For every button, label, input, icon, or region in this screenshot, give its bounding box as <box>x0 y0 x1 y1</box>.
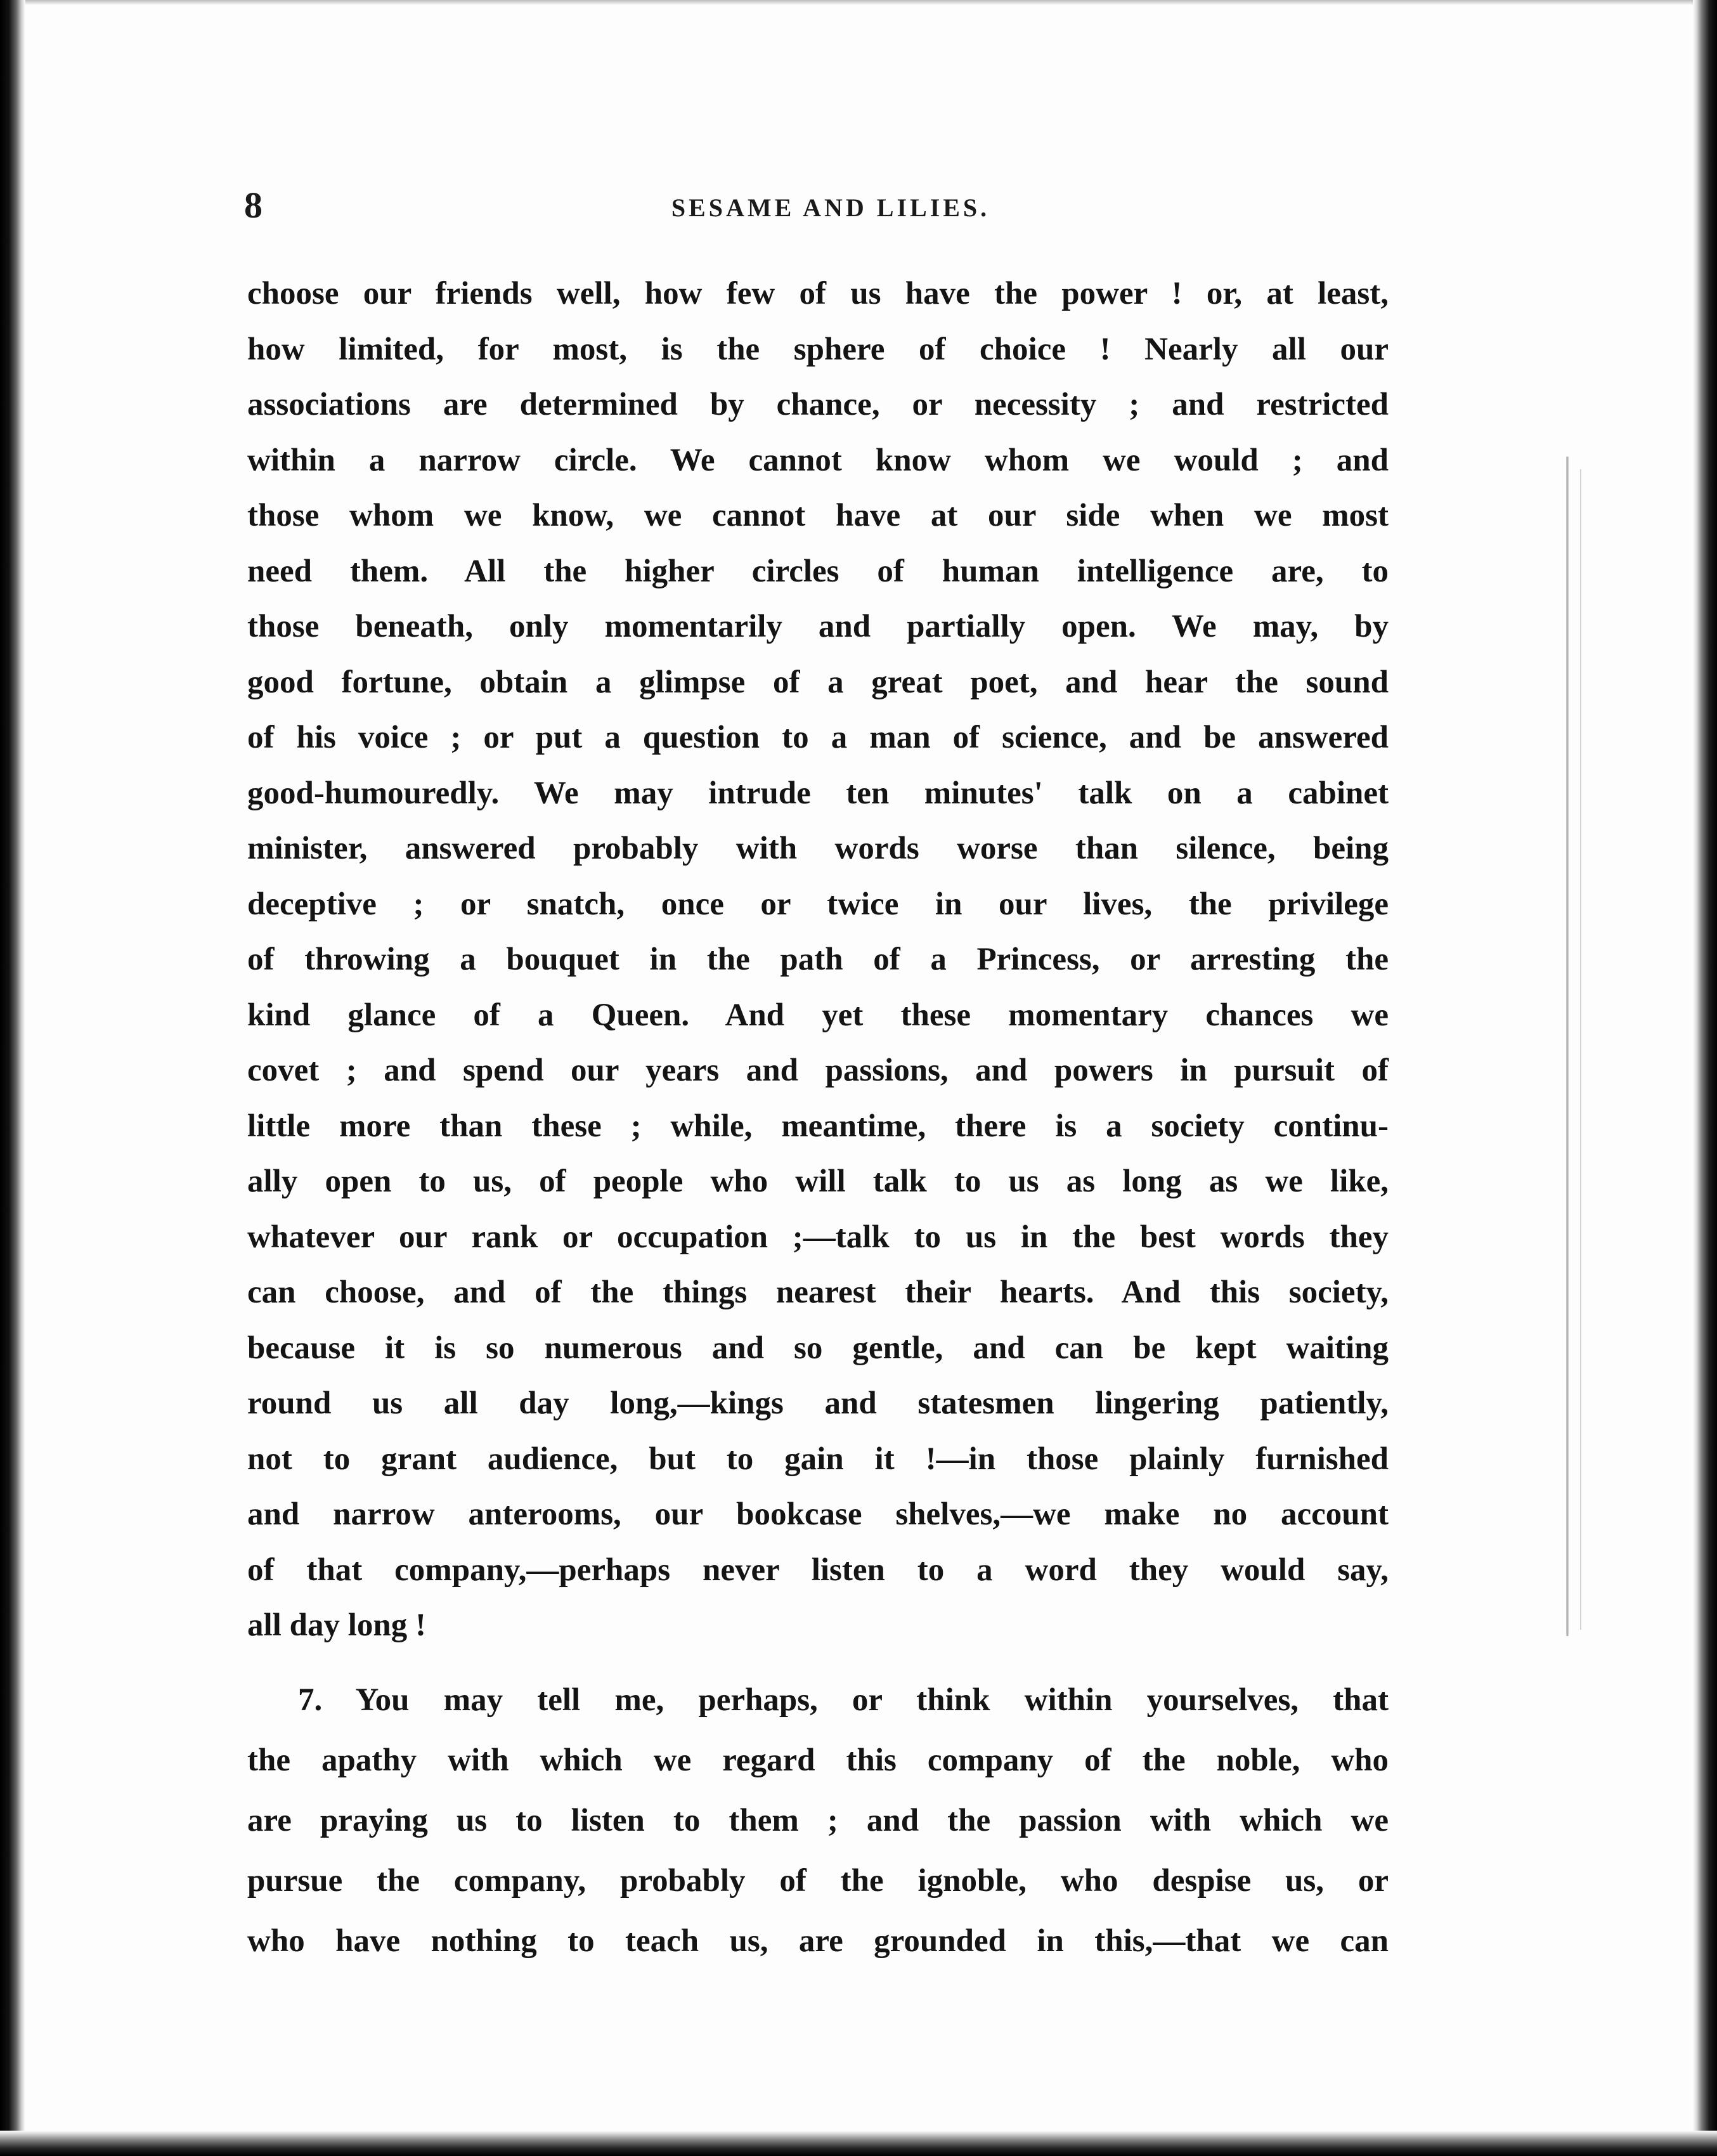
text-line: deceptive ; or snatch, once or twice in our lives, the privilege <box>247 886 1389 922</box>
text-line: of throwing a bouquet in the path of a Princess, or arresting the <box>247 942 1389 977</box>
paragraph-1 <box>247 266 1389 1654</box>
text-line: the apathy with which we regard this company of the noble, who <box>247 1742 1389 1778</box>
scan-edge-bottom <box>0 2131 1717 2156</box>
text-line: whatever our rank or occupation ;—talk to us in the best words they <box>247 1219 1389 1255</box>
page-number: 8 <box>244 185 262 226</box>
text-line: minister, answered probably with words worse than silence, being <box>247 831 1389 866</box>
running-head <box>244 184 1417 241</box>
text-line: and narrow anterooms, our bookcase shelves,—we make no account <box>247 1497 1389 1532</box>
text-line: kind glance of a Queen. And yet these momentary chances we <box>247 997 1389 1033</box>
scan-edge-top <box>0 0 1717 5</box>
text-line: not to grant audience, but to gain it !—in those plainly furnished <box>247 1441 1389 1477</box>
text-line: those whom we know, we cannot have at our side when we most <box>247 498 1389 533</box>
text-line: within a narrow circle. We cannot know whom we would ; and <box>247 442 1389 478</box>
text-line: good fortune, obtain a glimpse of a great poet, and hear the sound <box>247 664 1389 700</box>
body-text <box>247 266 1389 1971</box>
binding-gutter-line-secondary <box>1580 469 1581 1630</box>
text-line: choose our friends well, how few of us have the power ! or, at least, <box>247 276 1389 311</box>
text-line: can choose, and of the things nearest their hearts. And this society, <box>247 1275 1389 1310</box>
text-line: all day long ! <box>247 1607 426 1643</box>
paragraph-gap <box>247 1654 1389 1670</box>
text-line: need them. All the higher circles of human intelligence are, to <box>247 553 1389 589</box>
text-line: how limited, for most, is the sphere of choice ! Nearly all our <box>247 331 1389 367</box>
scan-edge-right <box>1693 0 1717 2156</box>
text-line: good-humouredly. We may intrude ten minutes' talk on a cabinet <box>247 775 1389 811</box>
text-line: are praying us to listen to them ; and the passion with which we <box>247 1802 1389 1838</box>
text-line: because it is so numerous and so gentle, and can be kept waiting <box>247 1330 1389 1366</box>
text-line: associations are determined by chance, or necessity ; and restricted <box>247 387 1389 422</box>
text-line: round us all day long,—kings and statesmen lingering patiently, <box>247 1386 1389 1421</box>
text-line: who have nothing to teach us, are grounded in this,—that we can <box>247 1923 1389 1959</box>
running-title: SESAME AND LILIES. <box>671 193 990 222</box>
text-line: little more than these ; while, meantime, there is a society continu- <box>247 1108 1389 1144</box>
text-line: of his voice ; or put a question to a man of science, and be answered <box>247 720 1389 755</box>
text-line: pursue the company, probably of the ignoble, who despise us, or <box>247 1862 1389 1899</box>
text-line: those beneath, only momentarily and partially open. We may, by <box>247 609 1389 644</box>
binding-gutter-line <box>1566 457 1569 1636</box>
scan-edge-left <box>0 0 25 2156</box>
text-line: ally open to us, of people who will talk to us as long as we like, <box>247 1164 1389 1199</box>
text-line: covet ; and spend our years and passions, and powers in pursuit of <box>247 1053 1389 1088</box>
text-line: 7. You may tell me, perhaps, or think within yourselves, that <box>298 1682 1389 1718</box>
text-line: of that company,—perhaps never listen to a word they would say, <box>247 1552 1389 1588</box>
paragraph-2 <box>247 1670 1389 1971</box>
